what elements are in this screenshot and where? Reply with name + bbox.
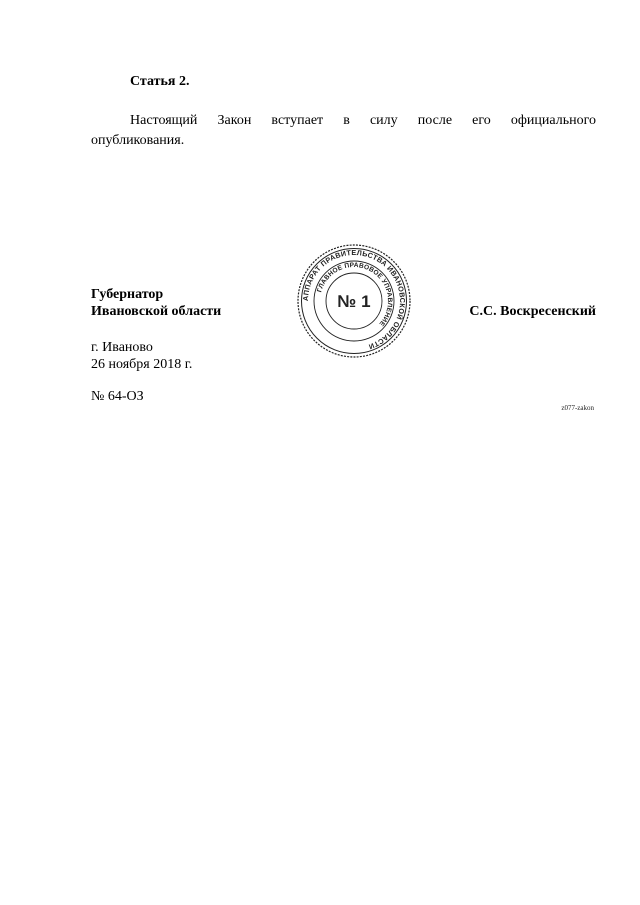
signer-title-line-2: Ивановской области bbox=[91, 304, 222, 319]
seal-center-number: № 1 bbox=[337, 292, 371, 311]
signer-title-line-1: Губернатор bbox=[91, 287, 164, 302]
signer-name: С.С. Воскресенский bbox=[469, 304, 596, 319]
document-code: z077-zakon bbox=[561, 404, 594, 412]
signer-title bbox=[91, 286, 221, 320]
official-seal bbox=[296, 243, 412, 359]
article-heading: Статья 2. bbox=[130, 74, 190, 89]
seal-outer-text: АППАРАТ ПРАВИТЕЛЬСТВА ИВАНОВСКОЙ ОБЛАСТИ bbox=[300, 247, 408, 352]
date: 26 ноября 2018 г. bbox=[91, 357, 193, 372]
law-number: № 64-ОЗ bbox=[91, 389, 144, 404]
article-body-line-1: Настоящий Закон вступает в силу после его официального bbox=[130, 113, 596, 128]
article-body-line-2: опубликования. bbox=[91, 133, 185, 148]
article-body bbox=[91, 111, 596, 151]
place: г. Иваново bbox=[91, 340, 153, 355]
seal-inner-text: ГЛАВНОЕ ПРАВОВОЕ УПРАВЛЕНИЕ bbox=[316, 261, 394, 328]
place-date bbox=[91, 339, 192, 373]
